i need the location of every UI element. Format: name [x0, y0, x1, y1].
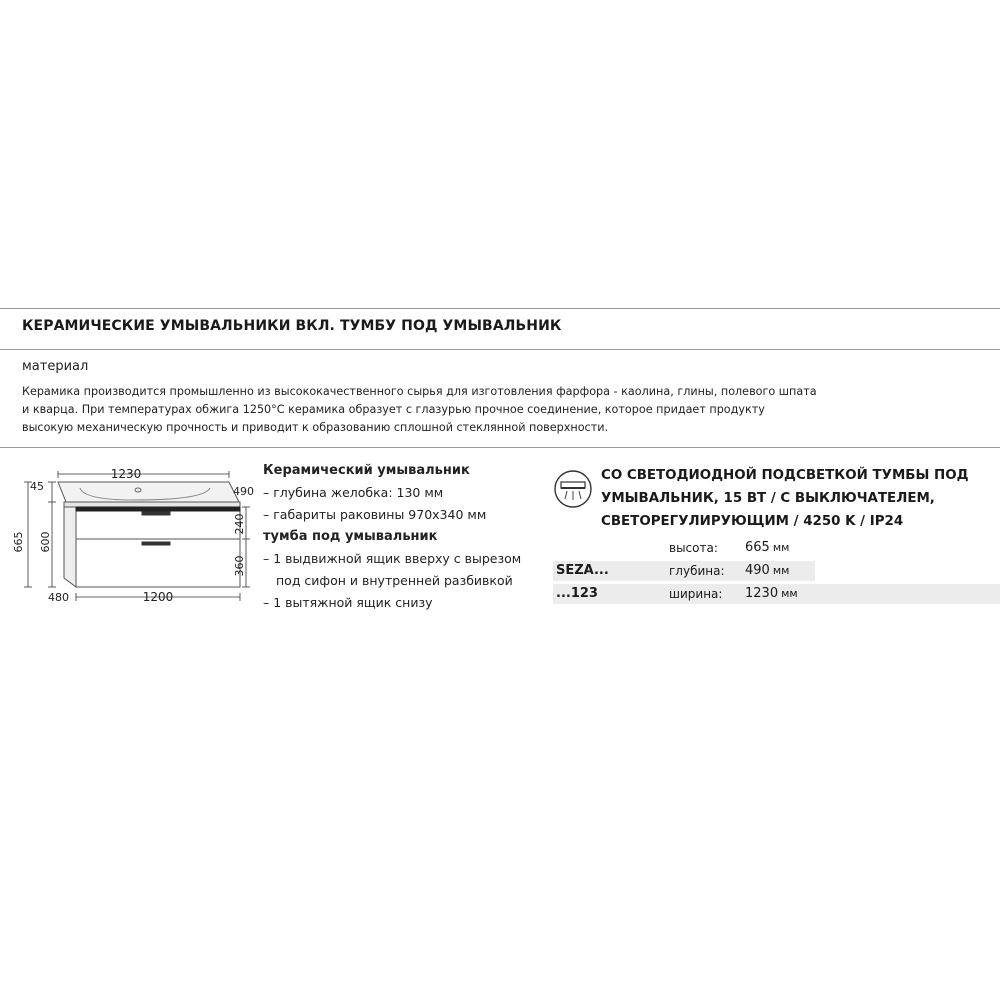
dim-unit: мм: [781, 587, 798, 600]
basin-header: Керамический умывальник: [263, 463, 470, 478]
product-code: SEZA...: [556, 563, 609, 578]
section-title: КЕРАМИЧЕСКИЕ УМЫВАЛЬНИКИ ВКЛ. ТУМБУ ПОД УМЫВАЛЬНИК: [22, 318, 562, 334]
dim-depth-bottom: 480: [48, 591, 69, 604]
product-code: ...123: [556, 586, 598, 601]
dim-label: высота:: [669, 541, 718, 555]
dim-value: [745, 584, 798, 604]
product-dimensions: [553, 538, 1000, 607]
dim-row-width: [553, 584, 1000, 604]
product-title-line: СВЕТОРЕГУЛИРУЮЩИМ / 4250 K / IP24: [601, 514, 904, 529]
material-description: [22, 383, 842, 437]
dim-depth-top: 490: [233, 485, 254, 498]
cabinet-body: [76, 507, 240, 587]
dim-number: 665: [745, 540, 770, 555]
basin-item: – глубина желобка: 130 мм: [263, 485, 444, 500]
dim-label: глубина:: [669, 564, 725, 578]
dim-unit: мм: [772, 564, 790, 577]
material-label: материал: [22, 359, 89, 374]
handle-bottom: [142, 542, 170, 545]
top-rule: [0, 308, 1000, 309]
material-line: высокую механическую прочность и приводит к образованию сплошной стеклянной поверхности.: [22, 421, 609, 434]
vanity-drawing: [12, 467, 254, 610]
dim-top-width: 1230: [110, 467, 142, 481]
cabinet-item-continued: под сифон и внутренней разбивкой: [276, 573, 513, 588]
handle-top: [142, 512, 170, 515]
dim-row-depth: [553, 561, 815, 581]
dim-label: ширина:: [669, 587, 723, 601]
dim-bottom-width: 1200: [142, 590, 174, 604]
dim-row-height: [553, 538, 1000, 558]
material-line: и кварца. При температурах обжига 1250°C керамика образует с глазурью прочное соединение, которое придает продукту: [22, 403, 765, 416]
led-light-icon: [553, 469, 593, 509]
material-line: Керамика производится промышленно из высококачественного сырья для изготовления фарфора - каолина, глины, полевого шпата: [22, 385, 817, 398]
dim-number: 490: [745, 563, 770, 578]
dim-number: 1230: [745, 586, 779, 601]
product-title-line: УМЫВАЛЬНИК, 15 ВТ / С ВЫКЛЮЧАТЕЛЕМ,: [601, 491, 935, 506]
dim-basin-height: 45: [30, 480, 44, 493]
dim-drawer-bottom: 360: [233, 555, 246, 577]
title-rule: [0, 349, 1000, 350]
dim-unit: мм: [772, 541, 790, 554]
basin-item: – габариты раковины 970х340 мм: [263, 507, 487, 522]
spec-list: [263, 460, 521, 614]
basin-front: [64, 502, 240, 507]
led-strip: [76, 507, 240, 511]
cabinet-header: тумба под умывальник: [263, 529, 438, 544]
cabinet-side: [64, 507, 76, 587]
dim-cabinet-height: 600: [39, 531, 52, 553]
dim-value: [745, 561, 789, 581]
dim-total-height: 665: [12, 531, 25, 553]
material-rule: [0, 447, 1000, 448]
basin-outline: [58, 482, 239, 502]
dim-drawer-top: 240: [233, 513, 246, 535]
product-title: [601, 464, 969, 533]
cabinet-item: – 1 вытяжной ящик снизу: [263, 595, 433, 610]
cabinet-item: – 1 выдвижной ящик вверху с вырезом: [263, 551, 522, 566]
product-title-line: СО СВЕТОДИОДНОЙ ПОДСВЕТКОЙ ТУМБЫ ПОД: [601, 468, 969, 483]
dim-value: [745, 538, 789, 558]
